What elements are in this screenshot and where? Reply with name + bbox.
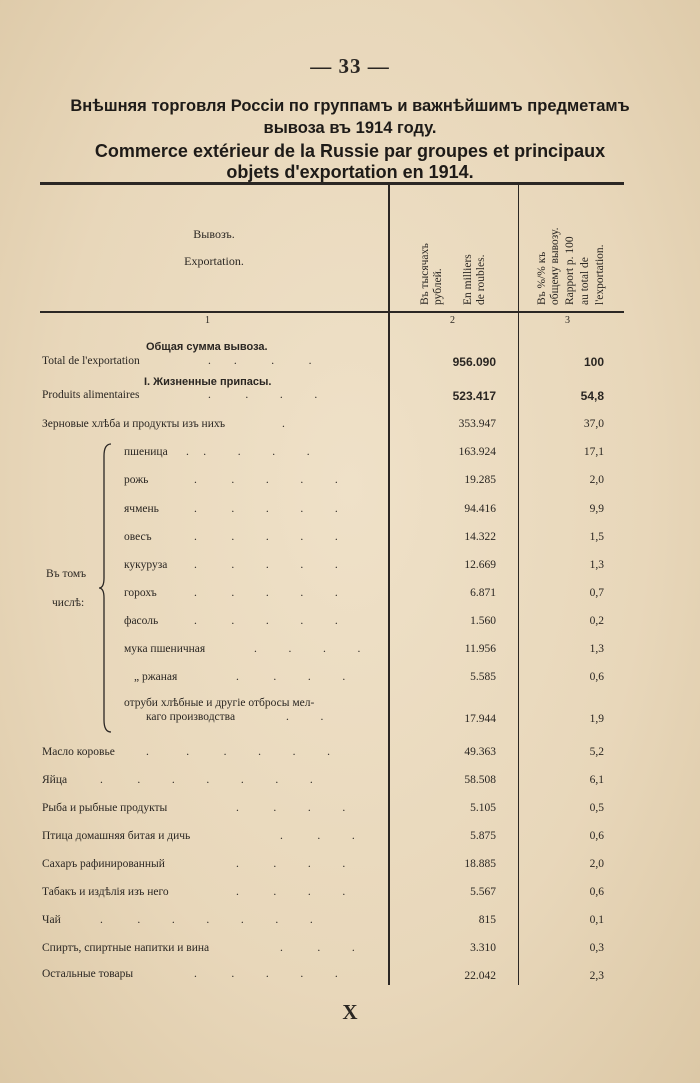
table-row-pct: 5,2 [589,746,604,758]
table-row-label: Спиртъ, спиртные напитки и вина [42,942,210,954]
total-value: 956.090 [452,355,496,369]
total-label-fr: Total de l'exportation [42,355,140,367]
table-row-value: 815 [478,914,496,926]
table-row-label: Масло коровье [42,746,115,758]
header-col2-fr-1: En milliers [462,254,474,305]
header-col2-ru-2: рублей. [432,268,444,305]
sub-row-label: „ ржаная [134,671,178,683]
grain-label: Зерновые хлѣба и продукты изъ нихъ [42,418,226,430]
food-pct: 54,8 [580,389,604,403]
sub-row-pct: 0,7 [589,587,604,599]
sub-row-value: 6.871 [470,587,496,599]
table-row-label: Чай [42,914,61,926]
table-row-label: Яйца [42,774,68,786]
sub-row-pct: 0,6 [589,671,604,683]
column-divider-2 [518,185,519,985]
sub-row-label: овесъ [124,531,152,543]
page-number: — 33 — [310,54,390,78]
table-row-value: 3.310 [470,942,496,954]
table-row-value: 5.105 [470,802,496,814]
leader-dots: . . . . . [194,503,338,515]
sub-row-value: 11.956 [464,643,496,655]
table-row-label: Табакъ и издѣлія изъ него [42,886,169,898]
column-number-2: 2 [450,315,455,326]
table-row-value: 5.567 [470,886,496,898]
sub-row-label: ячмень [124,503,159,515]
title-ru-line2: вывоза въ 1914 году. [263,119,437,137]
sub-row-value: 163.924 [458,446,496,458]
table-row-pct: 0,5 [589,802,604,814]
sub-row-pct: 1,3 [589,643,604,655]
table-row-label: Рыба и рыбные продукты [42,802,168,814]
sub-row-pct: 1,5 [589,531,604,543]
curly-brace [98,442,114,734]
leader-dots: . . . . [208,389,318,401]
leader-dots: . . . . . [194,968,338,980]
sub-row-value: 94.416 [464,503,496,515]
leader-dots: . . . . [208,355,312,367]
header-col3-fr-1: Rapport p. 100 [564,236,576,305]
sub-row-label: мука пшеничная [124,643,206,655]
leader-dots: . . . . [236,858,346,870]
grain-pct: 37,0 [583,418,604,430]
leader-dots: . . . . . . . [100,774,313,786]
header-col3-fr-3: l'exportation. [594,244,606,305]
leader-dots: . [282,418,285,430]
leader-dots: . . . . . [186,446,310,458]
table-row-label: Остальные товары [42,968,134,980]
leader-dots: . . . . [236,671,346,683]
sub-row-value: 5.585 [470,671,496,683]
header-col3-fr-2: au total de [579,257,591,305]
sub-row-label: кукуруза [124,559,168,571]
header-col2-ru-1: Въ тысячахъ [419,243,431,305]
header-col3-ru-1: Въ %/% къ [536,251,548,305]
leader-dots: . . . . [236,802,346,814]
sub-row-pct: 2,0 [589,474,604,486]
sub-row-pct: 17,1 [583,446,604,458]
table-row-pct: 0,1 [589,914,604,926]
food-value: 523.417 [452,389,496,403]
leader-dots: . . [286,711,324,723]
header-col1-fr: Exportation. [184,254,244,268]
grain-value: 353.947 [458,418,496,430]
leader-dots: . . . . . [194,615,338,627]
incl-label-1: Въ томъ [46,568,87,580]
table-row-value: 22.042 [464,970,496,982]
total-label-ru: Общая сумма вывоза. [146,341,268,353]
food-label-fr: Produits alimentaires [42,389,140,401]
leader-dots: . . . . . . . [100,914,313,926]
title-ru-line1: Внѣшняя торговля Россіи по группамъ и важнѣйшимъ предметамъ [70,97,630,115]
sub-row-label: горохъ [124,587,157,599]
sub-row-pct: 9,9 [589,503,604,515]
title-fr-line2: objets d'exportation en 1914. [226,162,474,182]
table-row-label: Сахаръ рафинированный [42,858,165,870]
food-label-ru: I. Жизненные припасы. [144,376,272,388]
header-col3-ru-2: общему вывозу. [549,227,561,305]
sub-row-value: 19.285 [464,474,496,486]
column-number-3: 3 [565,315,570,326]
table-row-value: 5.875 [470,830,496,842]
sub-row-value: 17.944 [464,713,496,725]
sub-row-pct: 1,9 [589,713,604,725]
leader-dots: . . . . . [194,474,338,486]
sub-row-value: 12.669 [464,559,496,571]
sub-row-pct: 1,3 [589,559,604,571]
leader-dots: . . . [280,830,355,842]
table-row-pct: 2,0 [589,858,604,870]
table-row-pct: 0,6 [589,830,604,842]
leader-dots: . . . . [236,886,346,898]
table-row-value: 58.508 [464,774,496,786]
sub-row-value: 1.560 [470,615,496,627]
table-row-label: Птица домашняя битая и дичь [42,830,191,842]
header-bottom-rule [40,311,624,313]
sub-row-label: рожь [124,474,149,486]
footer-signature-mark: X [342,1000,358,1024]
leader-dots: . . . . [254,643,361,655]
leader-dots: . . . . . [194,587,338,599]
sub-row-label: пшеница [124,446,168,458]
table-row-value: 18.885 [464,858,496,870]
column-number-1: 1 [205,315,210,326]
leader-dots: . . . . . . [146,746,330,758]
sub-row-pct: 0,2 [589,615,604,627]
leader-dots: . . . . . [194,531,338,543]
table-top-rule [40,182,624,185]
column-divider-1 [388,185,390,985]
table-row-pct: 6,1 [589,774,604,786]
sub-row-label: фасоль [124,615,159,627]
table-row-pct: 0,6 [589,886,604,898]
leader-dots: . . . [280,942,355,954]
sub-row-label: отруби хлѣбные и другіе отбросы мел- [124,697,315,709]
header-col2-fr-2: de roubles. [475,254,487,305]
table-row-pct: 2,3 [589,970,604,982]
total-pct: 100 [583,355,604,369]
table-row-pct: 0,3 [589,942,604,954]
title-fr-line1: Commerce extérieur de la Russie par groupes et principaux [94,141,606,161]
sub-row-label-cont: каго производства [146,711,236,723]
leader-dots: . . . . . [194,559,338,571]
incl-label-2: числѣ: [52,597,85,609]
table-row-value: 49.363 [464,746,496,758]
header-col1-ru: Вывозъ. [193,227,235,241]
sub-row-value: 14.322 [464,531,496,543]
